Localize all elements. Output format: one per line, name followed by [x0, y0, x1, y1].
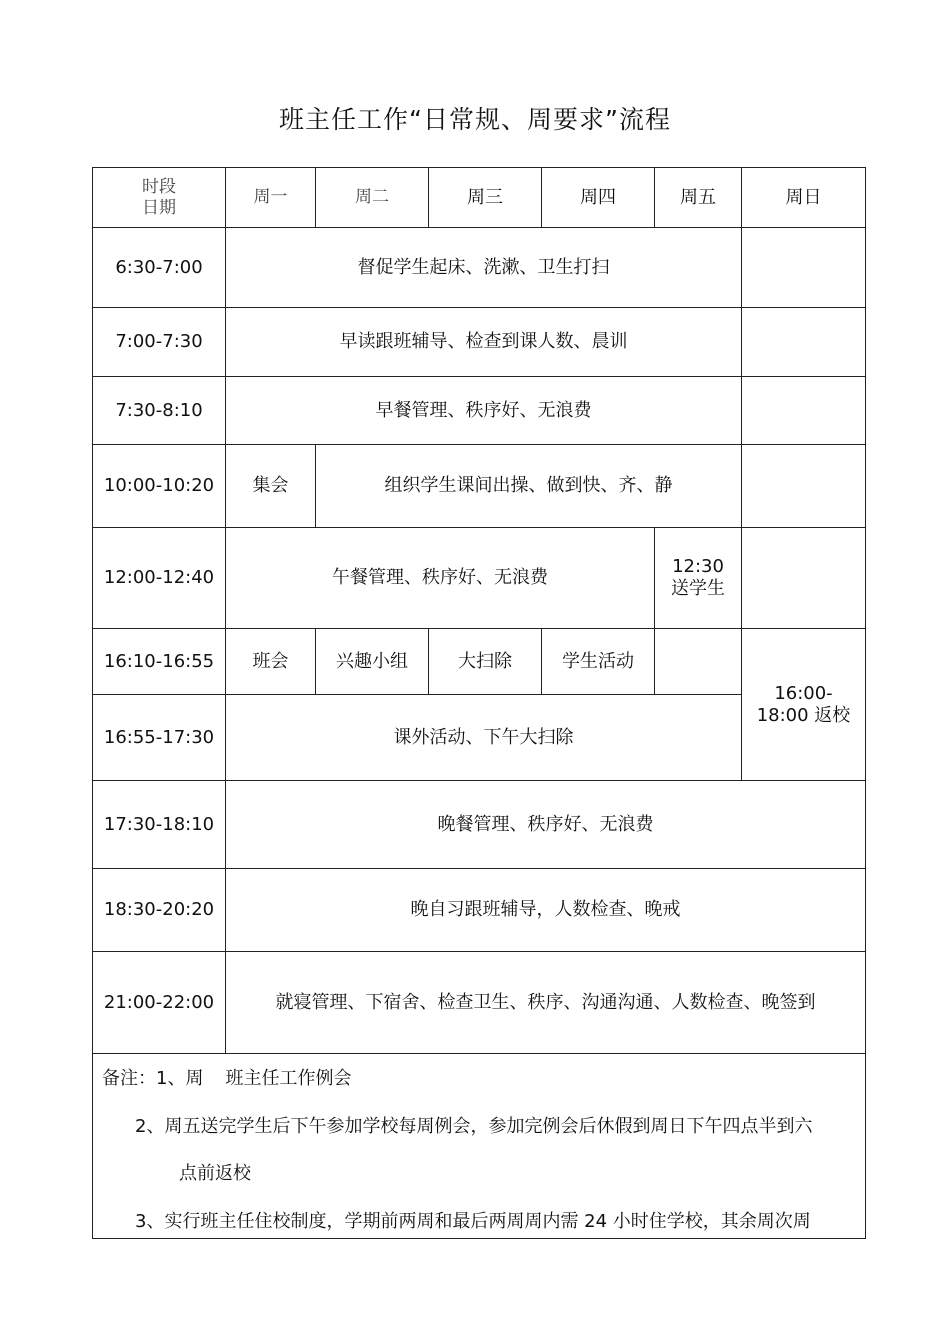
table-row — [93, 952, 866, 1054]
note-line-3: 3、实行班主任住校制度，学期前两周和最后两周周内需 24 小时住学校，其余周次周 — [135, 1210, 811, 1232]
task-cell: 课外活动、下午大扫除 — [226, 695, 742, 781]
time-cell: 21:00-22:00 — [93, 952, 226, 1054]
header-tuesday: 周二 — [316, 168, 429, 228]
time-cell: 7:00-7:30 — [93, 308, 226, 377]
table-row — [93, 228, 866, 308]
task-cell: 早读跟班辅导、检查到课人数、晨训 — [226, 308, 742, 377]
sendoff-time: 12:30 — [672, 556, 724, 578]
note-1-text: 班主任工作例会 — [225, 1068, 352, 1089]
corner-header-cell — [93, 168, 226, 228]
monday-assembly-cell: 集会 — [226, 445, 316, 528]
table-row — [93, 781, 866, 869]
task-cell: 组织学生课间出操、做到快、齐、静 — [316, 445, 742, 528]
date-label: 日期 — [142, 197, 176, 218]
time-cell: 10:00-10:20 — [93, 445, 226, 528]
time-cell: 6:30-7:00 — [93, 228, 226, 308]
time-slot-label: 时段 — [142, 177, 176, 198]
friday-empty-cell — [655, 629, 742, 695]
note-line-2: 2、周五送完学生后下午参加学校每周例会，参加完例会后休假到周日下午四点半到六 — [135, 1115, 813, 1137]
monday-activity-cell: 班会 — [226, 629, 316, 695]
wednesday-activity-cell: 大扫除 — [429, 629, 542, 695]
time-cell: 17:30-18:10 — [93, 781, 226, 869]
task-cell: 早餐管理、秩序好、无浪费 — [226, 377, 742, 445]
table-row — [93, 869, 866, 952]
note-line-2-continued: 点前返校 — [179, 1163, 251, 1185]
time-cell: 16:10-16:55 — [93, 629, 226, 695]
thursday-activity-cell: 学生活动 — [542, 629, 655, 695]
note-1-prefix: 备注：1、周 — [102, 1068, 204, 1089]
note-line-1 — [93, 1054, 865, 1090]
sendoff-label: 送学生 — [671, 578, 725, 599]
schedule-table — [92, 167, 866, 1239]
return-time-start: 16:00- — [774, 682, 833, 704]
table-row — [93, 528, 866, 629]
header-thursday: 周四 — [542, 168, 655, 228]
header-monday: 周一 — [226, 168, 316, 228]
task-cell: 督促学生起床、洗漱、卫生打扫 — [226, 228, 742, 308]
header-wednesday: 周三 — [429, 168, 542, 228]
return-time-end: 18:00 返校 — [756, 704, 851, 726]
sunday-empty-cell — [742, 308, 866, 377]
header-row — [93, 168, 866, 228]
task-cell: 就寝管理、下宿舍、检查卫生、秩序、沟通沟通、人数检查、晚签到 — [226, 952, 866, 1054]
friday-sendoff-cell — [655, 528, 742, 629]
notes-row — [93, 1054, 866, 1239]
task-cell: 晚餐管理、秩序好、无浪费 — [226, 781, 866, 869]
page-title: 班主任工作“日常规、周要求”流程 — [279, 105, 671, 134]
sunday-return-cell — [742, 629, 866, 781]
sunday-empty-cell — [742, 228, 866, 308]
tuesday-activity-cell: 兴趣小组 — [316, 629, 429, 695]
notes-cell — [93, 1054, 866, 1239]
time-cell: 12:00-12:40 — [93, 528, 226, 629]
table-row — [93, 445, 866, 528]
task-cell: 午餐管理、秩序好、无浪费 — [226, 528, 655, 629]
time-cell: 18:30-20:20 — [93, 869, 226, 952]
sunday-empty-cell — [742, 445, 866, 528]
time-cell: 16:55-17:30 — [93, 695, 226, 781]
task-cell: 晚自习跟班辅导，人数检查、晚戒 — [226, 869, 866, 952]
sunday-empty-cell — [742, 377, 866, 445]
header-sunday: 周日 — [742, 168, 866, 228]
table-row — [93, 629, 866, 695]
sunday-empty-cell — [742, 528, 866, 629]
header-friday: 周五 — [655, 168, 742, 228]
table-row — [93, 308, 866, 377]
table-row — [93, 377, 866, 445]
time-cell: 7:30-8:10 — [93, 377, 226, 445]
